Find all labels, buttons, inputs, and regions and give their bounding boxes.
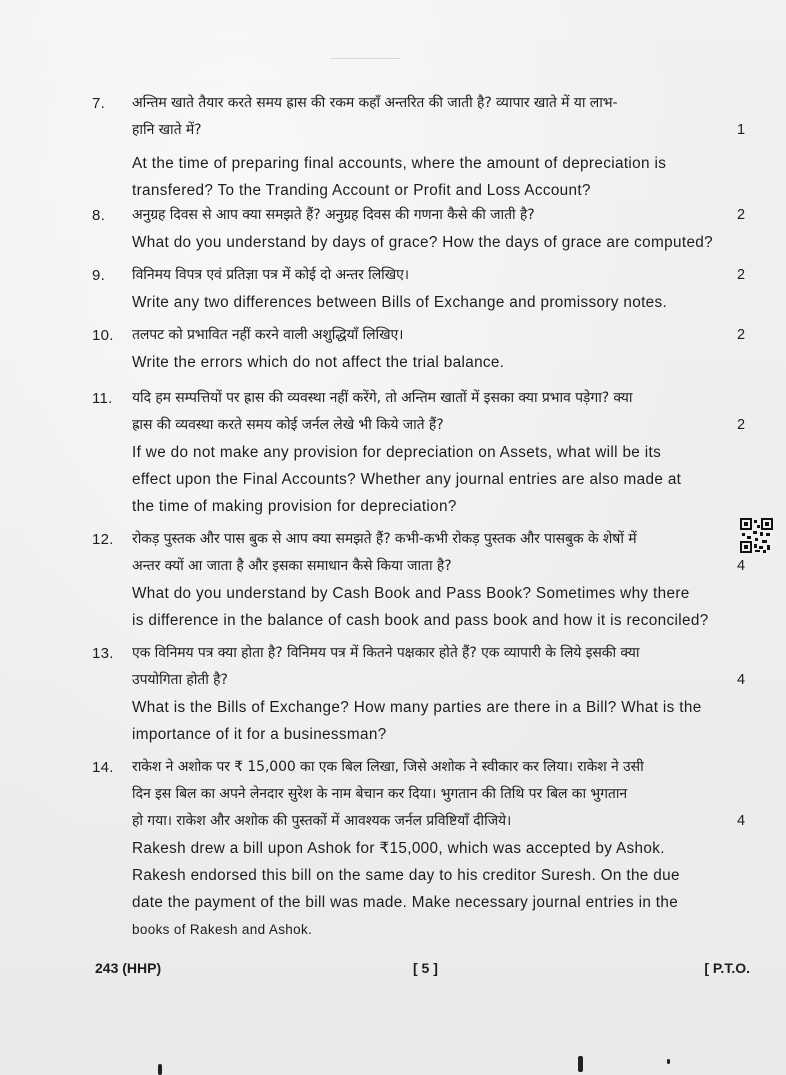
question-hindi-line: यदि हम सम्पत्तियों पर ह्रास की व्यवस्था नहीं करेंगे, तो अन्तिम खातों में इसका क्या प्रभाव पड़ेगा? क्या [132, 390, 633, 406]
question-english-line: effect upon the Final Accounts? Whether any journal entries are also made at [132, 471, 682, 488]
page-number: [ 5 ] [413, 960, 438, 976]
question-hindi-line: दिन इस बिल का अपने लेनदार सुरेश के नाम बेचान कर दिया। भुगतान की तिथि पर बिल का भुगतान [132, 786, 628, 802]
question-number: 8. [92, 207, 106, 224]
question-12 [92, 526, 752, 634]
question-number: 10. [92, 327, 114, 344]
question-marks: 4 [737, 813, 745, 829]
question-hindi-line-wrap [132, 262, 749, 289]
question-hindi-line-wrap [132, 202, 749, 229]
question-hindi-line-wrap [132, 322, 749, 349]
question-hindi-line-wrap [132, 553, 749, 580]
question-english-line: transfered? To the Tranding Account or Profit and Loss Account? [132, 182, 591, 199]
question-english-line: At the time of preparing final accounts, where the amount of depreciation is [132, 155, 667, 172]
question-9 [92, 262, 752, 316]
question-english-line: Write the errors which do not affect the trial balance. [132, 354, 505, 371]
question-hindi-line: तलपट को प्रभावित नहीं करने वाली अशुद्धियाँ लिखिए। [132, 327, 404, 343]
question-number: 11. [92, 390, 113, 407]
question-hindi-line: राकेश ने अशोक पर ₹ 15,000 का एक बिल लिखा, जिसे अशोक ने स्वीकार कर लिया। राकेश ने उसी [132, 759, 644, 775]
question-number: 9. [92, 267, 106, 284]
question-7 [92, 90, 752, 204]
question-marks: 2 [737, 417, 745, 433]
paper-code: 243 (HHP) [95, 960, 162, 976]
question-hindi-line: ह्रास की व्यवस्था करते समय कोई जर्नल लेखे भी किये जाते हैं? [132, 417, 444, 433]
question-english-line: is difference in the balance of cash book and pass book and how it is reconciled? [132, 612, 709, 629]
question-english-line: Write any two differences between Bills of Exchange and promissory notes. [132, 294, 668, 311]
scan-artifact [158, 1064, 162, 1075]
question-marks: 2 [737, 207, 745, 223]
question-english-line: If we do not make any provision for depreciation on Assets, what will be its [132, 444, 662, 461]
question-english-line: importance of it for a businessman? [132, 726, 387, 743]
question-14 [92, 754, 752, 943]
question-hindi-line-wrap [132, 117, 749, 144]
question-hindi-line-wrap [132, 667, 749, 694]
question-english-line: What is the Bills of Exchange? How many parties are there in a Bill? What is the [132, 699, 702, 716]
question-english-line: books of Rakesh and Ashok. [132, 922, 313, 937]
please-turn-over: [ P.T.O. [704, 960, 750, 976]
question-english-line: What do you understand by days of grace? How the days of grace are computed? [132, 234, 714, 251]
question-11 [92, 385, 752, 520]
question-hindi-line: एक विनिमय पत्र क्या होता है? विनिमय पत्र में कितने पक्षकार होते हैं? एक व्यापारी के लिये इसकी क्या [132, 645, 640, 661]
question-hindi-line: हो गया। राकेश और अशोक की पुस्तकों में आवश्यक जर्नल प्रविष्टियाँ दीजिये। [132, 813, 512, 829]
question-8 [92, 202, 752, 256]
question-number: 14. [92, 759, 114, 776]
question-hindi-line: हानि खाते में? [132, 122, 202, 138]
question-hindi-line-wrap [132, 412, 749, 439]
question-hindi-line: उपयोगिता होती है? [132, 672, 228, 688]
question-10 [92, 322, 752, 376]
question-hindi-line: विनिमय विपत्र एवं प्रतिज्ञा पत्र में कोई दो अन्तर लिखिए। [132, 267, 409, 283]
question-marks: 2 [737, 327, 745, 343]
question-hindi-line: अन्तर क्यों आ जाता है और इसका समाधान कैसे किया जाता है? [132, 558, 452, 574]
question-hindi-line: रोकड़ पुस्तक और पास बुक से आप क्या समझते हैं? कभी-कभी रोकड़ पुस्तक और पासबुक के शेषों में [132, 531, 637, 547]
question-number: 12. [92, 531, 114, 548]
scan-artifact [578, 1056, 583, 1072]
question-number: 7. [92, 95, 106, 112]
question-marks: 1 [737, 122, 745, 138]
question-english-line: date the payment of the bill was made. Make necessary journal entries in the [132, 894, 679, 911]
question-marks: 4 [737, 558, 745, 574]
question-english-line: the time of making provision for depreciation? [132, 498, 457, 515]
question-marks: 4 [737, 672, 745, 688]
question-number: 13. [92, 645, 114, 662]
qr-code-icon [740, 518, 774, 554]
faint-rule [330, 58, 400, 59]
question-hindi-line: अनुग्रह दिवस से आप क्या समझते हैं? अनुग्रह दिवस की गणना कैसे की जाती है? [132, 207, 535, 223]
question-english-line: Rakesh endorsed this bill on the same day to his creditor Suresh. On the due [132, 867, 680, 884]
scan-artifact [667, 1059, 670, 1064]
question-english-line: What do you understand by Cash Book and Pass Book? Sometimes why there [132, 585, 690, 602]
question-13 [92, 640, 752, 748]
question-english-line: Rakesh drew a bill upon Ashok for ₹15,000, which was accepted by Ashok. [132, 840, 665, 857]
question-hindi-line: अन्तिम खाते तैयार करते समय ह्रास की रकम कहाँ अन्तरित की जाती है? व्यापार खाते में या लाभ- [132, 95, 618, 111]
question-hindi-line-wrap [132, 808, 749, 835]
question-marks: 2 [737, 267, 745, 283]
